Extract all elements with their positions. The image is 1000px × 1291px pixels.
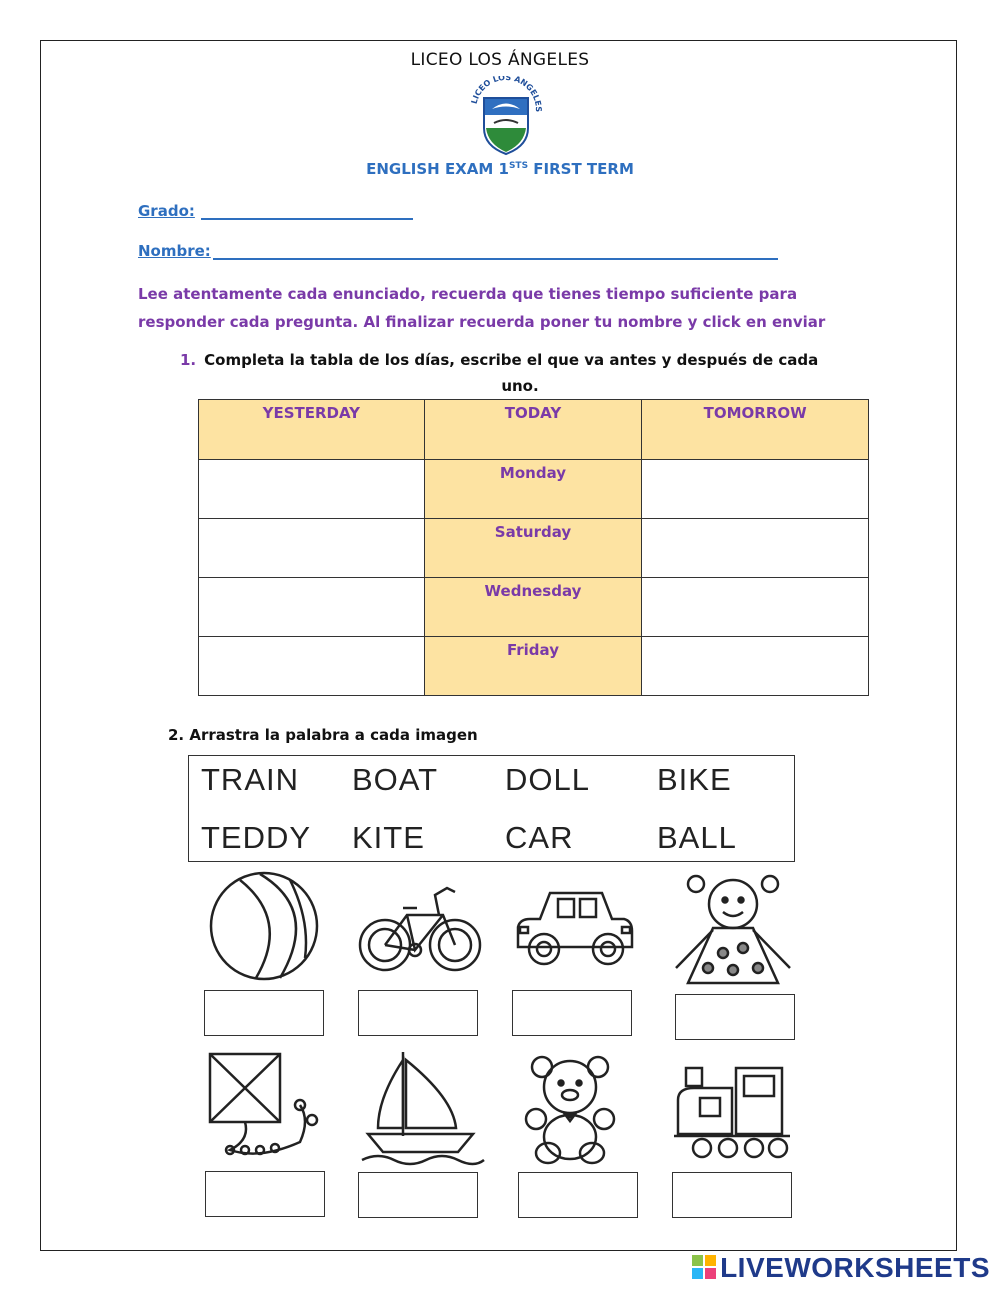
answer-box-teddy[interactable] <box>518 1172 638 1218</box>
question-1-number: 1. <box>180 351 197 369</box>
question-1-text-tail: uno. <box>501 377 539 395</box>
word-teddy[interactable]: TEDDY <box>201 820 312 855</box>
header-today: TODAY <box>424 400 642 460</box>
yesterday-answer-cell[interactable] <box>199 519 425 578</box>
word-car[interactable]: CAR <box>505 820 574 855</box>
answer-box-train[interactable] <box>672 1172 792 1218</box>
train-icon <box>672 1058 797 1168</box>
grado-label: Grado: <box>138 202 195 220</box>
header-tomorrow: TOMORROW <box>642 400 869 460</box>
exam-title-main: ENGLISH EXAM 1 <box>366 160 509 178</box>
word-train[interactable]: TRAIN <box>201 762 299 797</box>
table-header-row <box>199 400 869 460</box>
kite-icon <box>200 1050 330 1165</box>
yesterday-answer-cell[interactable] <box>199 460 425 519</box>
teddy-icon <box>520 1055 620 1165</box>
yesterday-answer-cell[interactable] <box>199 637 425 696</box>
instructions: Lee atentamente cada enunciado, recuerda que tienes tiempo suficiente para responder cada pregunta. Al finalizar recuerda poner tu nombre y click en enviar <box>138 285 826 331</box>
tomorrow-answer-cell[interactable] <box>642 637 869 696</box>
tomorrow-answer-cell[interactable] <box>642 460 869 519</box>
car-icon <box>510 885 640 975</box>
days-table <box>198 399 869 696</box>
bike-icon <box>355 880 485 980</box>
today-cell: Wednesday <box>424 578 642 637</box>
liveworksheets-text: LIVEWORKSHEETS <box>720 1252 990 1283</box>
today-cell: Friday <box>424 637 642 696</box>
school-name: LICEO LOS ÁNGELES <box>410 50 590 70</box>
table-row <box>199 460 869 519</box>
exam-title-sup: STS <box>508 161 529 171</box>
answer-box-boat[interactable] <box>358 1172 478 1218</box>
today-cell: Saturday <box>424 519 642 578</box>
nombre-field <box>138 242 778 260</box>
answer-box-car[interactable] <box>512 990 632 1036</box>
word-doll[interactable]: DOLL <box>505 762 590 797</box>
table-row <box>199 519 869 578</box>
question-1-text: Completa la tabla de los días, escribe el que va antes y después de cada <box>204 351 819 369</box>
nombre-label: Nombre: <box>138 242 211 260</box>
table-row <box>199 637 869 696</box>
word-bike[interactable]: BIKE <box>657 762 732 797</box>
word-ball[interactable]: BALL <box>657 820 737 855</box>
word-boat[interactable]: BOAT <box>352 762 439 797</box>
answer-box-bike[interactable] <box>358 990 478 1036</box>
today-cell: Monday <box>424 460 642 519</box>
school-crest <box>466 76 546 156</box>
answer-box-kite[interactable] <box>205 1171 325 1217</box>
question-1 <box>180 346 860 400</box>
yesterday-answer-cell[interactable] <box>199 578 425 637</box>
tomorrow-answer-cell[interactable] <box>642 578 869 637</box>
crest-text: LICEO LOS ÁNGELES <box>469 76 544 113</box>
tomorrow-answer-cell[interactable] <box>642 519 869 578</box>
doll-icon <box>668 868 798 993</box>
nombre-input-line[interactable] <box>213 244 778 260</box>
boat-icon <box>358 1048 488 1168</box>
liveworksheets-logo <box>692 1252 990 1286</box>
answer-box-ball[interactable] <box>204 990 324 1036</box>
word-kite[interactable]: KITE <box>352 820 425 855</box>
liveworksheets-icon <box>692 1254 716 1286</box>
answer-box-doll[interactable] <box>675 994 795 1040</box>
word-bank <box>188 755 795 862</box>
ball-icon <box>200 870 330 982</box>
grado-input-line[interactable] <box>201 204 413 220</box>
table-row <box>199 578 869 637</box>
question-2-text: 2. Arrastra la palabra a cada imagen <box>168 726 478 744</box>
exam-title-rest: FIRST TERM <box>528 160 634 178</box>
grado-field <box>138 202 413 220</box>
header-yesterday: YESTERDAY <box>199 400 425 460</box>
exam-title <box>0 160 1000 178</box>
